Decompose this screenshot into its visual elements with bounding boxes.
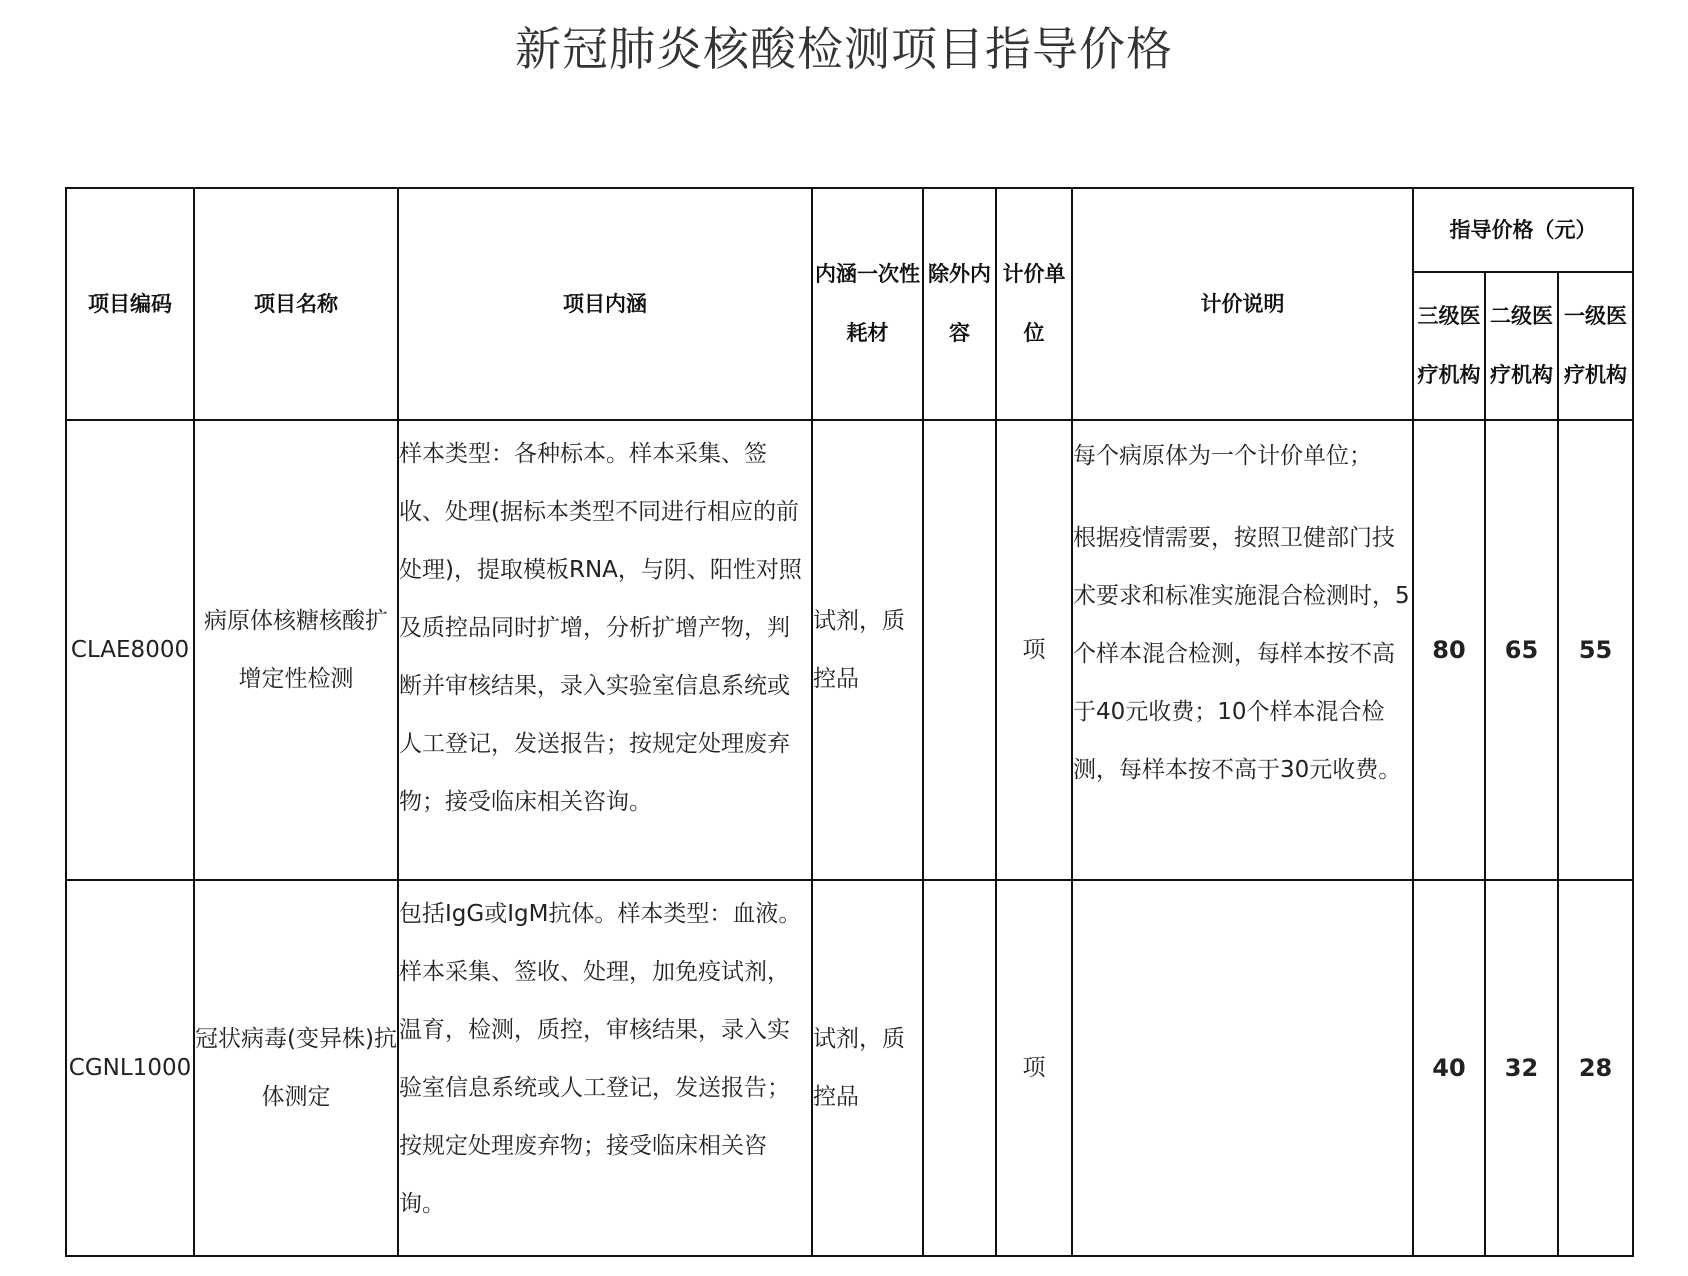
cell-price-level2: 32 — [1485, 880, 1558, 1256]
header-content: 项目内涵 — [398, 188, 812, 420]
cell-price-level1: 28 — [1558, 880, 1633, 1256]
cell-note — [1072, 420, 1413, 880]
note-line-1: 每个病原体为一个计价单位； — [1073, 443, 1372, 469]
cell-code: CLAE8000 — [66, 420, 194, 880]
cell-excluded — [923, 420, 996, 880]
header-consumables: 内涵一次性耗材 — [812, 188, 923, 420]
header-level3: 三级医疗机构 — [1413, 272, 1485, 420]
header-price-group: 指导价格（元） — [1413, 188, 1633, 272]
note-spacer — [1073, 485, 1412, 509]
cell-price-level1: 55 — [1558, 420, 1633, 880]
cell-code: CGNL1000 — [66, 880, 194, 1256]
cell-name: 冠状病毒(变异株)抗体测定 — [194, 880, 398, 1256]
cell-consumables: 试剂，质控品 — [812, 420, 923, 880]
header-level2: 二级医疗机构 — [1485, 272, 1558, 420]
header-code: 项目编码 — [66, 188, 194, 420]
cell-unit: 项 — [996, 880, 1072, 1256]
cell-content — [398, 420, 812, 880]
cell-unit: 项 — [996, 420, 1072, 880]
header-level1: 一级医疗机构 — [1558, 272, 1633, 420]
table-row — [66, 420, 1633, 880]
table-row — [66, 880, 1633, 1256]
content-text: 样本类型：各种标本。样本采集、签收、处理(据标本类型不同进行相应的前处理)，提取模板RNA，与阴、阳性对照及质控品同时扩增，分析扩增产物，判断并审核结果，录入实验室信息系统或人工登记，发送报告；按规定处理废弃物；接受临床相关咨询。 — [399, 441, 802, 815]
content-text: 包括IgG或IgM抗体。样本类型：血液。样本采集、签收、处理，加免疫试剂，温育，检测，质控，审核结果，录入实验室信息系统或人工登记，发送报告；按规定处理废弃物；接受临床相关咨询。 — [399, 901, 802, 1217]
cell-price-level3: 80 — [1413, 420, 1485, 880]
cell-content — [398, 880, 812, 1256]
cell-price-level2: 65 — [1485, 420, 1558, 880]
header-unit: 计价单位 — [996, 188, 1072, 420]
header-note: 计价说明 — [1072, 188, 1413, 420]
header-name: 项目名称 — [194, 188, 398, 420]
price-table — [65, 187, 1634, 1257]
cell-excluded — [923, 880, 996, 1256]
cell-name: 病原体核糖核酸扩增定性检测 — [194, 420, 398, 880]
cell-consumables: 试剂，质控品 — [812, 880, 923, 1256]
cell-price-level3: 40 — [1413, 880, 1485, 1256]
page-title: 新冠肺炎核酸检测项目指导价格 — [515, 22, 1173, 76]
header-excluded: 除外内容 — [923, 188, 996, 420]
note-line-2: 根据疫情需要，按照卫健部门技术要求和标准实施混合检测时，5个样本混合检测，每样本按不高于40元收费；10个样本混合检测，每样本按不高于30元收费。 — [1073, 525, 1410, 783]
cell-note — [1072, 880, 1413, 1256]
header-row — [66, 188, 1633, 272]
